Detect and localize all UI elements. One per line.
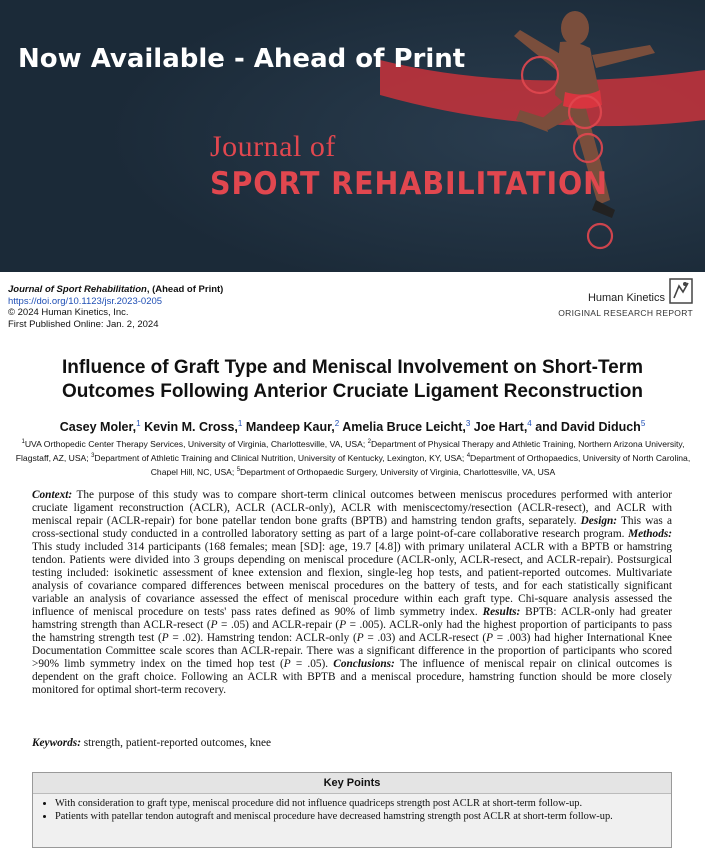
- affiliation-3: Department of Athletic Training and Clinical Nutrition, University of Kentucky, Lexington, KY, USA;: [94, 452, 467, 463]
- title-line-2: Outcomes Following Anterior Cruciate Ligament Reconstruction: [62, 381, 643, 402]
- keywords-text: strength, patient-reported outcomes, knee: [80, 737, 272, 749]
- key-points-heading: Key Points: [33, 773, 671, 794]
- context-text: The purpose of this study was to compare short-term clinical outcomes between meniscus procedures performed with anterior cruciate ligament reconstruction (ACLR), ACLR (ACLR-only), ACLR with meniscectomy/resection (ACLR-resect), and ACLR with meniscal repair (ACLR-repair) for bone patellar tendon bone grafts (BPTB) and hamstring tendon grafts, separately.: [32, 489, 672, 527]
- journal-banner: [0, 0, 705, 272]
- doi-link[interactable]: https://doi.org/10.1123/jsr.2023-0205: [8, 295, 163, 307]
- key-points-box: [32, 772, 672, 848]
- journal-name-line2: SPORT REHABILITATION: [210, 166, 608, 202]
- publisher-block: [493, 278, 693, 323]
- journal-citation: [8, 284, 223, 296]
- author: Kevin M. Cross,: [144, 420, 238, 435]
- athlete-illustration: [0, 0, 705, 272]
- publication-status: , (Ahead of Print): [146, 284, 224, 295]
- methods-text: This study included 314 participants (168 females; mean [SD]: age, 19.7 [4.8]) with primary unilateral ACLR with a BPTB or hamstring tendon. Patients were divided into 3 groups depending on meniscal procedure (ACLR-only, ACLR-resect, and ACLR-repair). Postsurgical testing included: isokinetic assessment of knee extension and flexion, single-leg hop tests, and patient-reported outcomes. Multivariate analysis of covariance compared differences between meniscal procedures on the battery of tests, and for each statistically significant variable an analysis of covariance assessed the effect of meniscal procedure within each graft type. Chi-square analysis assessed the influence of meniscal procedure on tests' pass rates defined as 90% of limb symmetry index.: [32, 541, 672, 618]
- article-title: [10, 356, 695, 404]
- affiliations: $^1$UVA Orthopedic Center Therapy Services, University of Virginia, Charlottesville, VA, USA; $^2$Department of Physical Therapy and Athletic Training, Northern Arizona University, Flagstaff, AZ, USA; $^3$Department of Athletic Training and Clinical Nutrition, University of Kentucky, Lexington, KY, USA; $^4$Department of Orthopaedics, University of North Carolina, Chapel Hill, NC, USA; $^5$Department of Orthopaedic Surgery, University of Virginia, Charlottesville, VA, USA: [15, 438, 691, 477]
- affiliation-ref[interactable]: 1: [237, 419, 243, 428]
- p-symbol: P: [210, 619, 218, 631]
- p-symbol: P: [283, 658, 291, 670]
- context-label: Context:: [32, 489, 73, 501]
- ahead-of-print-tagline: Now Available - Ahead of Print: [18, 44, 466, 74]
- results-text: = .05).: [290, 658, 334, 670]
- author: Casey Moler,: [59, 420, 137, 435]
- affiliation-ref[interactable]: 5: [640, 419, 646, 428]
- author-list: [10, 419, 695, 434]
- keywords: [32, 737, 672, 749]
- author: and David Diduch: [535, 420, 641, 435]
- list-item: • Patients with patellar tendon autograft and meniscal procedure have decreased hamstring strength post ACLR at short-term follow-up.: [55, 811, 663, 824]
- p-symbol: P: [486, 632, 494, 644]
- results-text: = .02). Hamstring tendon: ACLR-only (: [168, 632, 357, 644]
- design-text: This was a cross-sectional study conducted in a controlled laboratory setting as part of a large point-of-care collaborative research program.: [32, 515, 672, 540]
- conclusions-text: The influence of meniscal repair on clinical outcomes is dependent on the graft choice. Following an ACLR with BPTB and a meniscal procedure, hamstring function should be more closely monitored for optimal short-term recovery.: [32, 658, 672, 696]
- journal-name-line1: Journal of: [210, 130, 336, 163]
- author: Amelia Bruce Leicht,: [342, 420, 466, 435]
- key-points-list: [33, 798, 671, 823]
- list-item: • With consideration to graft type, meniscal procedure did not influence quadriceps strength post ACLR at short-term follow-up.: [55, 798, 663, 811]
- publish-date: First Published Online: Jan. 2, 2024: [8, 318, 159, 330]
- affiliation-ref[interactable]: 3: [465, 419, 471, 428]
- affiliation-4: Department of Orthopaedics, University of North Carolina, Chapel Hill, NC, USA;: [150, 452, 691, 477]
- design-label: Design:: [580, 515, 618, 527]
- results-text: = .005). ACLR-only had the highest proportion of participants to pass the hamstring strength test (: [32, 619, 672, 644]
- affiliation-5: Department of Orthopaedic Surgery, University of Virginia, Charlottesville, VA, USA: [240, 466, 556, 477]
- p-symbol: P: [161, 632, 169, 644]
- results-text: BPTB: ACLR-only had greater hamstring strength than ACLR-resect (: [32, 606, 672, 631]
- copyright-line: © 2024 Human Kinetics, Inc.: [8, 307, 129, 318]
- abstract: [32, 489, 672, 697]
- results-text: = .003) had higher International Knee Documentation Committee scale scores than ACLR-repair. There was a significant difference in the proportion of participants who scored >90% limb symmetry index on the timed hop test (: [32, 632, 673, 670]
- title-line-1: Influence of Graft Type and Meniscal Involvement on Short-Term: [62, 357, 643, 378]
- human-kinetics-logo-icon: [669, 278, 693, 304]
- p-symbol: P: [356, 632, 364, 644]
- author: Mandeep Kaur,: [245, 420, 335, 435]
- methods-label: Methods:: [628, 528, 672, 540]
- article-meta: [8, 284, 223, 330]
- keywords-label: Keywords:: [32, 737, 81, 749]
- affiliation-ref[interactable]: 1: [136, 419, 141, 428]
- affiliation-ref[interactable]: 4: [527, 419, 532, 428]
- results-label: Results:: [482, 606, 521, 618]
- affiliation-ref[interactable]: 2: [334, 419, 340, 428]
- affiliation-2: Department of Physical Therapy and Athletic Training, Northern Arizona University, Flagstaff, AZ, USA;: [15, 438, 685, 463]
- author: Joe Hart,: [473, 420, 528, 435]
- affiliation-1: UVA Orthopedic Center Therapy Services, University of Virginia, Charlottesville, VA, USA;: [24, 438, 368, 449]
- p-symbol: P: [339, 619, 347, 631]
- results-text: = .05) and ACLR-repair (: [217, 619, 340, 631]
- conclusions-label: Conclusions:: [333, 658, 395, 670]
- journal-title: Journal of Sport Rehabilitation: [8, 284, 147, 295]
- article-type: ORIGINAL RESEARCH REPORT: [558, 308, 693, 318]
- publisher-name: Human Kinetics: [587, 292, 665, 304]
- results-text: = .03) and ACLR-resect (: [363, 632, 487, 644]
